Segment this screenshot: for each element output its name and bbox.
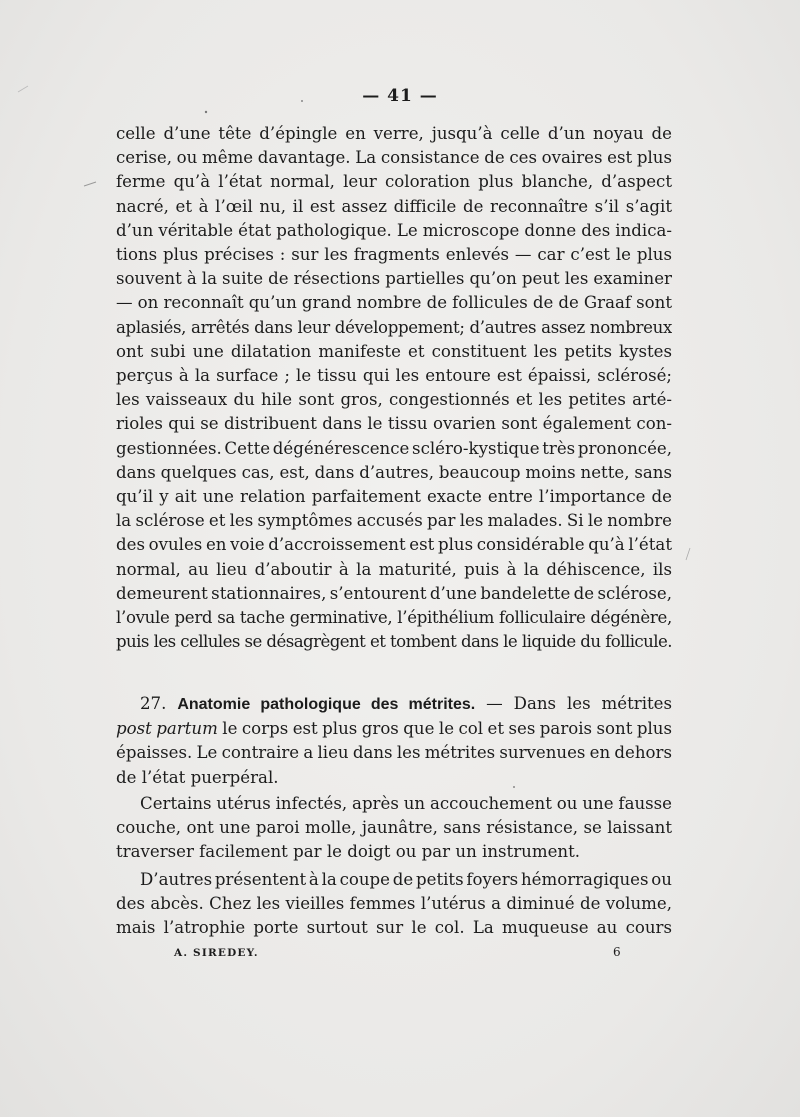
text-line: normal, au lieu d’aboutir à la maturité, puis à la déhiscence, ils xyxy=(116,559,672,579)
text-line: des ovules en voie d’accroissement est plus considérable qu’à l’état xyxy=(116,535,672,555)
text-line: traverser facilement par le doigt ou par un instrument. xyxy=(116,842,581,862)
text-line: des abcès. Chez les vieilles femmes l’utérus a diminué de volume, xyxy=(116,894,672,914)
text-line: celle d’une tête d’épingle en verre, jusqu’à celle d’un noyau de xyxy=(116,124,672,143)
paragraph-infected-uterus xyxy=(116,792,672,865)
author-signature: A. SIREDEY. xyxy=(174,947,259,959)
text-line: perçus à la surface ; le tissu qui les entoure est épaissi, sclérosé; xyxy=(116,366,672,386)
section-line1-rest: — Dans les métrites xyxy=(475,694,672,713)
text-line: de l’état puerpéral. xyxy=(116,767,279,787)
text-line: souvent à la suite de résections partielles qu’on peut les examiner xyxy=(116,269,672,289)
text-line: couche, ont une paroi molle, jaunâtre, sans résistance, se laissant xyxy=(116,818,672,838)
section-27 xyxy=(116,692,672,790)
text-line: aplasiés, arrêtés dans leur développement; d’autres assez nombreux xyxy=(116,317,672,337)
text-line: la sclérose et les symptômes accusés par les malades. Si le nombre xyxy=(116,511,672,531)
section-heading-line xyxy=(116,692,672,717)
sheet-number: 6 xyxy=(613,945,621,959)
text-line: rioles qui se distribuent dans le tissu ovarien sont également con- xyxy=(116,414,672,434)
text-line: mais l’atrophie porte surtout sur le col. La muqueuse au cours xyxy=(116,918,672,938)
text-line: demeurent stationnaires, s’entourent d’une bandelette de sclérose, xyxy=(116,583,672,603)
text-line: ont subi une dilatation manifeste et constituent les petits kystes xyxy=(116,341,672,361)
paragraph-hemorrhagic-foci xyxy=(116,868,672,941)
text-line: Certains utérus infectés, après un accouchement ou une fausse xyxy=(140,794,672,813)
text-line: les vaisseaux du hile sont gros, congestionnés et les petites arté- xyxy=(116,390,672,410)
section-number: 27. xyxy=(140,694,167,713)
paragraph-ovaries xyxy=(116,122,672,654)
text-line: puis les cellules se désagrègent et tombent dans le liquide du follicule. xyxy=(116,632,672,652)
section-line2-rest: le corps est plus gros que le col et ses parois sont plus xyxy=(217,719,672,739)
text-line: qu’il y ait une relation parfaitement exacte entre l’importance de xyxy=(116,487,672,507)
text-line xyxy=(116,717,672,741)
text-line: — on reconnaît qu’un grand nombre de follicules de de Graaf sont xyxy=(116,293,672,313)
text-line: gestionnées. Cette dégénérescence scléro-kystique très prononcée, xyxy=(116,438,672,458)
text-line: nacré, et à l’œil nu, il est assez difficile de reconnaître s’il s’agit xyxy=(116,196,672,216)
text-line: D’autres présentent à la coupe de petits foyers hémorragiques ou xyxy=(140,870,672,889)
text-line: épaisses. Le contraire a lieu dans les métrites survenues en dehors xyxy=(116,743,672,763)
post-partum-italic: post partum xyxy=(116,719,218,739)
page-number-header: — 41 — xyxy=(362,86,438,106)
text-line: d’un véritable état pathologique. Le microscope donne des indica- xyxy=(116,220,672,240)
text-line: dans quelques cas, est, dans d’autres, beaucoup moins nette, sans xyxy=(116,462,672,482)
text-line: cerise, ou même davantage. La consistance de ces ovaires est plus xyxy=(116,148,672,168)
text-line: l’ovule perd sa tache germinative, l’épithélium folliculaire dégénère, xyxy=(116,608,672,628)
section-title: Anatomie pathologique des métrites. xyxy=(177,696,476,713)
text-line: tions plus précises : sur les fragments enlevés — car c’est le plus xyxy=(116,245,672,265)
text-line: ferme qu’à l’état normal, leur coloration plus blanche, d’aspect xyxy=(116,172,672,192)
